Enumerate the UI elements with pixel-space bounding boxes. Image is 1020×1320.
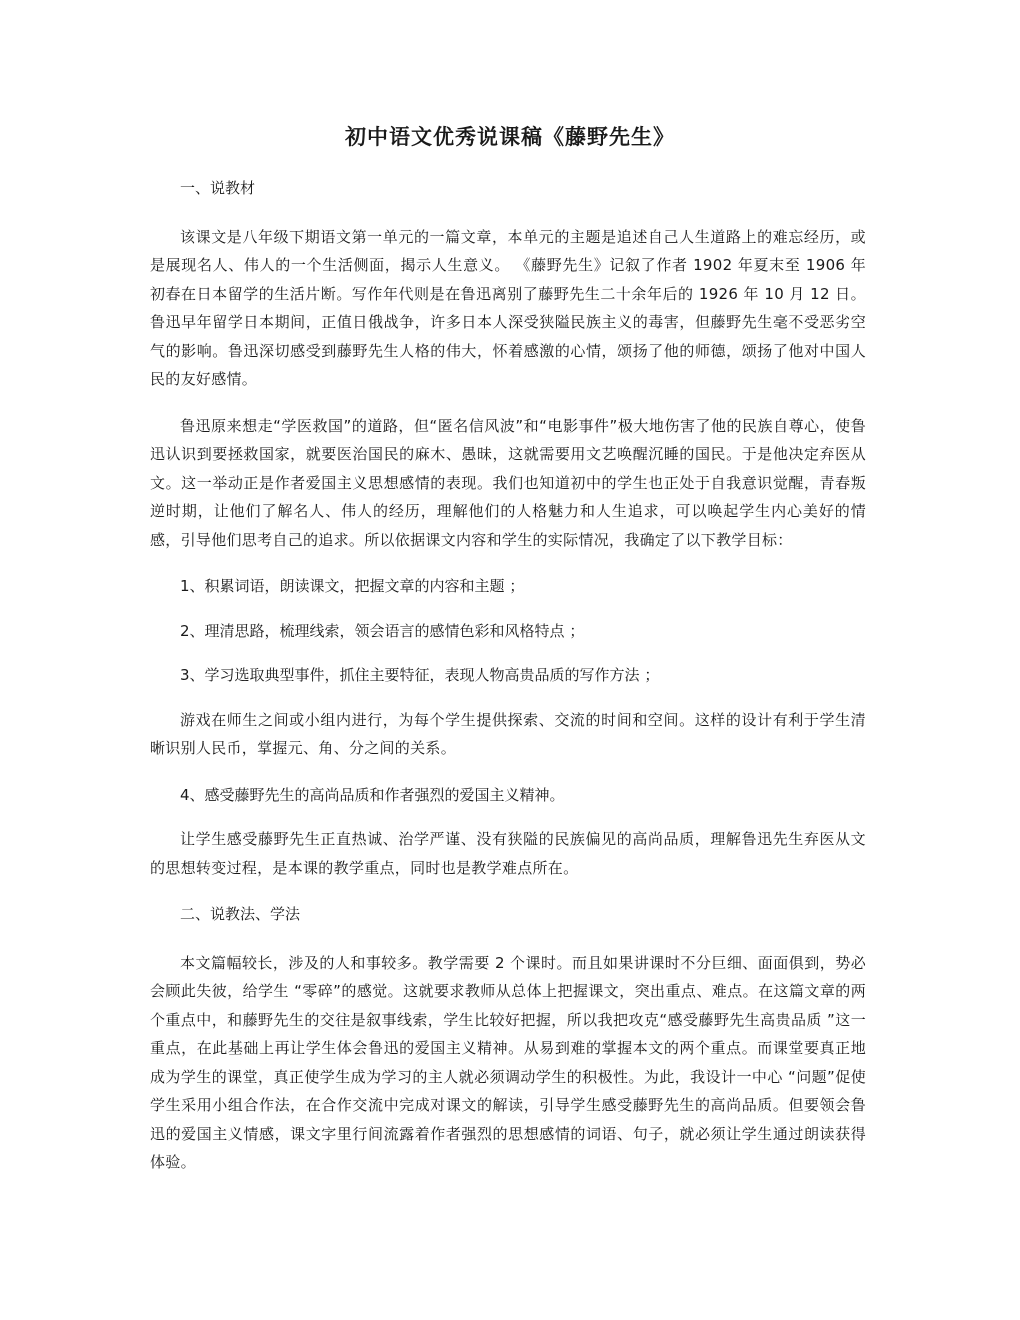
teaching-goal-3: 3、学习选取典型事件，抓住主要特征，表现人物高贵品质的写作方法 ； xyxy=(180,666,660,684)
document-body xyxy=(150,174,866,1195)
teaching-goal-4: 4、感受藤野先生的高尚品质和作者强烈的爱国主义精神。 xyxy=(180,785,565,804)
paragraph-methods: 本文篇幅较长，涉及的人和事较多。教学需要 2 个课时。而且如果讲课时不分巨细、面面俱到，势必会顾此失彼，给学生 “零碎”的感觉。这就要求教师从总体上把握课文，突出重点、难点。在这篇文章的两个重点中，和藤野先生的交往是叙事线索，学生比较好把握，所以我把攻克“感受藤野先生高贵品质 ”这一重点，在此基础上再让学生体会鲁迅的爱国主义精神。从易到难的掌握本文的两个重点。而课堂要真正地成为学生的课堂，真正使学生成为学习的主人就必须调动学生的积极性。为此，我设计一中心 “问题”促使学生采用小组合作法，在合作交流中完成对课文的解读，引导学生感受藤野先生的高尚品质。但要领会鲁迅的爱国主义情感，课文字里行间流露着作者强烈的思想感情的词语、句子，就必须让学生通过朗读获得体验。 xyxy=(150,953,866,1171)
paragraph-game: 游戏在师生之间或小组内进行，为每个学生提供探索、交流的时间和空间。这样的设计有利于学生清晰识别人民币，掌握元、角、分之间的关系。 xyxy=(150,710,866,757)
teaching-goal-1: 1、积累词语，朗读课文，把握文章的内容和主题 ； xyxy=(180,577,525,595)
document-title: 初中语文优秀说课稿《藤野先生》 xyxy=(345,124,675,149)
section-heading-2: 二、说教法、学法 xyxy=(180,905,301,923)
section-heading-1: 一、说教材 xyxy=(180,179,256,197)
paragraph-textbook-intro: 该课文是八年级下期语文第一单元的一篇文章，本单元的主题是追述自己人生道路上的难忘经历，或是展现名人、伟人的一个生活侧面，揭示人生意义。 《藤野先生》记叙了作者 1902 年夏末至 1906 年初春在日本留学的生活片断。写作年代则是在鲁迅离别了藤野先生二十余年后的 1926 年 10 月 12 日。鲁迅早年留学日本期间，正值日俄战争，许多日本人深受狭隘民族主义的毒害，但藤野先生毫不受恶劣空气的影响。鲁迅深切感受到藤野先生人格的伟大，怀着感激的心情，颂扬了他的师德，颂扬了他对中国人民的友好感情。 xyxy=(150,227,866,388)
paragraph-background: 鲁迅原来想走“学医救国”的道路，但“匿名信风波”和“电影事件”极大地伤害了他的民族自尊心，使鲁迅认识到要拯救国家，就要医治国民的麻木、愚昧，这就需要用文艺唤醒沉睡的国民。于是他决定弃医从文。这一举动正是作者爱国主义思想感情的表现。我们也知道初中的学生也正处于自我意识觉醒，青春叛逆时期，让他们了解名人、伟人的经历，理解他们的人格魅力和人生追求，可以唤起学生内心美好的情感，引导他们思考自己的追求。所以依据课文内容和学生的实际情况，我确定了以下教学目标： xyxy=(150,416,866,549)
teaching-goal-2: 2、理清思路，梳理线索，领会语言的感情色彩和风格特点 ； xyxy=(180,621,585,640)
paragraph-focus: 让学生感受藤野先生正直热诚、治学严谨、没有狭隘的民族偏见的高尚品质，理解鲁迅先生弃医从文的思想转变过程，是本课的教学重点，同时也是教学难点所在。 xyxy=(150,830,866,877)
